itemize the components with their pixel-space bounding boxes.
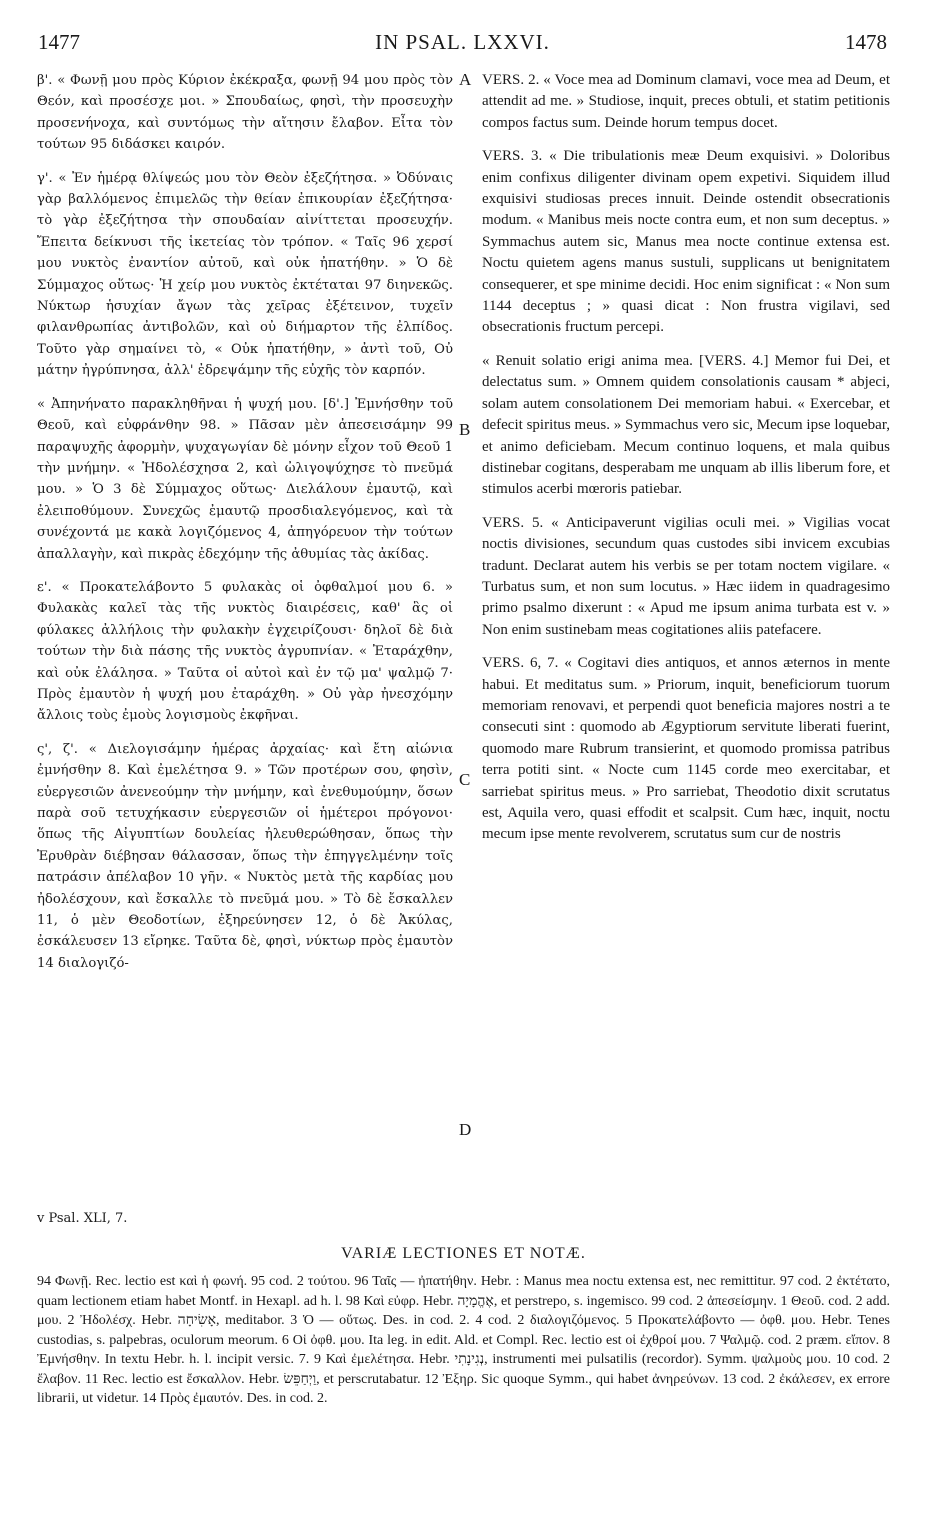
greek-paragraph: ε'. « Προκατελάβοντο 5 φυλακὰς οἱ ὀφθαλμοί μου 6. » Φυλακὰς καλεῖ τὰς τῆς νυκτὸς διαιρέσεις, καθ' ἃς οἱ φύλακες ἀλλήλοις τὴν φυλακὴν ἐγχειρίζουσι· δηλοῖ δὲ διὰ τούτων τὴν διὰ πάσης τῆς νυκτὸς ἀγρυπνίαν. « Ἐταράχθην, καὶ οὐκ ἐλάλησα. » Ταῦτα οἱ αὐτοὶ καὶ ἐν τῷ μα' ψαλμῷ 7· Πρὸς ἐμαυτὸν ἡ ψυχή μου ἐταράχθη. » Οὐ γὰρ ἠνεσχόμην ἄλλοις τοὺς ἐμοὺς λογισμοὺς ἐκφῆναι. (37, 579, 453, 724)
latin-paragraph: « Renuit solatio erigi anima mea. [VERS. 4.] Memor fui Dei, et delectatus sum. » Omnem quidem consolationis causam * abjeci, solam autem consolationem Dei memoriam habui. « Exercebar, et defecit spiritus meus. » Symmachus vero sic, Mecum ipse loquebar, et animo deficiebam. Mecum continuo loquens, et mala quibus distinebar cogitans, desperabam me unquam ab illis liberum fore, et stimulos acerbi mœroris patiebar. (482, 352, 890, 498)
margin-letter-c: C (459, 770, 471, 789)
latin-paragraph: VERS. 2. « Voce mea ad Dominum clamavi, voce mea ad Deum, et attendit ad me. » Studiose, inquit, preces obtuli, et statim petitionis compos factus sum. Deinde horum tempus docet. (482, 72, 890, 131)
margin-letter-d: D (459, 1120, 472, 1139)
latin-column (482, 70, 890, 846)
latin-paragraph: VERS. 3. « Die tribulationis meæ Deum exquisivi. » Doloribus enim confixus diligenter divinam opem expetivi. Siquidem illud exquisivi studiosas preces innuit. Deinde ostendit obsecrationis modum. « Manibus meis nocte contra eum, et non sum deceptus. » Symmachus autem sic, Manus mea nocte continue extensa est. Noctu quietem agens manus sustuli, supplicans ut benignitatem consequerer, et spe minime decidi. Hoc enim significat : « Non sum 1144 deceptus ; » quasi dicat : Non frustra vigilavi, sed obsecrationis fructum percepi. (482, 148, 890, 336)
running-header (38, 30, 887, 58)
running-title: IN PSAL. LXXVI. (375, 30, 550, 54)
latin-paragraph: VERS. 5. « Anticipaverunt vigilias oculi mei. » Vigilias vocat noctis divisiones, secundum quas custodes sibi invicem excubias tradunt. Declarat autem his verbis se per totam noctem vigilare. « Turbatus sum, et non sum locutus. » Hæc iidem in quadragesimo primo psalmo dixerunt : « Apud me ipsum anima turbata est v. » Non enim sustinebam meas cogitationes aliis patefacere. (482, 514, 890, 638)
margin-letter-b: B (459, 420, 471, 439)
greek-paragraph: β'. « Φωνῇ μου πρὸς Κύριον ἐκέκραξα, φωνῇ 94 μου πρὸς τὸν Θεόν, καὶ προσέσχε μοι. » Σπουδαίως, φησὶ, τὴν προσευχὴν προσενήνοχα, καὶ συντόμως τὴν αἴτησιν ἔλαβον. Εἶτα τὸν τούτων 95 διδάσκει καιρόν. (37, 73, 453, 153)
footnote: v Psal. XLI, 7. (37, 1211, 128, 1226)
page-number-right: 1478 (845, 30, 887, 54)
margin-letter-a: A (459, 70, 472, 89)
greek-paragraph: ς', ζ'. « Διελογισάμην ἡμέρας ἀρχαίας· καὶ ἔτη αἰώνια ἐμνήσθην 8. Καὶ ἐμελέτησα 9. » Τῶν προτέρων σου, φησὶν, εὐεργεσιῶν ἀνενεούμην τὴν μνήμην, καὶ ἐνεθυμούμην, ὅσων παρὰ σοῦ τετυχήκασιν εὐεργεσιῶν οἱ ἡμέτεροι πρόγονοι· ὅπως τῆς Αἰγυπτίων δουλείας ἠλευθερώθησαν, ὅπως τὴν Ἐρυθρὰν διέβησαν θάλασσαν, ὅπως τὴν ἐπηγγελμένην τοῖς πατράσιν ἀπέλαβον 10 γῆν. « Νυκτὸς μετὰ τῆς καρδίας μου ἠδολέσχουν, καὶ ἔσκαλλε τὸ πνεῦμά μου. » Τὸ δὲ ἔσκαλλεν 11, ὁ μὲν Θεοδοτίων, ἐξηρεύνησεν 12, ὁ δὲ Ἀκύλας, ἐσκάλευσεν 13 εἴρηκε. Ταῦτα δὲ, φησὶ, νύκτωρ πρὸς ἐμαυτὸν 14 διαλογιζό- (37, 741, 453, 971)
greek-column (37, 70, 453, 974)
variae-lectiones-notes: 94 Φωνῇ. Rec. lectio est καὶ ἡ φωνή. 95 cod. 2 τούτου. 96 Ταῖς — ἠπατήθην. Hebr. : Manus mea noctu extensa est, nec remittitur. 97 cod. 2 ἐκτέτατο, quam lectionem etiam habet Montf. in Hexapl. ad h. l. 98 Καὶ εὐφρ. Hebr. אֶהֱמָיָה, et perstrepo, s. ingemisco. 99 cod. 2 ἀπεσείσμην. 1 Θεοῦ. cod. 2 add. μου. 2 Ἠδολέσχ. Hebr. אָשִׂיחָה, meditabor. 3 Ὁ — οὕτως. Des. in cod. 2. 4 cod. 2 διαλογιζόμενος. 5 Προκατελάβοντο — ὀφθ. μου. Hebr. Tenes custodias, s. palpebras, oculorum meorum. 6 Οἱ ὀφθ. μου. Ita leg. in edit. Ald. et Compl. Rec. lectio est οἱ ἐχθροί μου. 7 Ψαλμῷ. cod. 2 præm. εἴπον. 8 Ἐμνήσθην. In textu Hebr. h. l. incipit versic. 7. 9 Καὶ ἐμελέτησα. Hebr. נְגִינָתִי, instrumenti mei pulsatilis (recordor). Symm. ψαλμοὺς μου. 10 cod. 2 ἔλαβον. 11 Rec. lectio est ἔσκαλλον. Hebr. וַיְחַפֵּשׂ, et perscrutabatur. 12 Ἐξηρ. Sic quoque Symm., qui habet ἀνηρεύνων. 13 cod. 2 ἐκάλεσεν, ex errore librarii, ut videtur. 14 Πρὸς ἐμαυτόν. Des. in cod. 2. (37, 1274, 890, 1406)
page-number-left: 1477 (38, 30, 80, 54)
latin-paragraph: VERS. 6, 7. « Cogitavi dies antiquos, et annos æternos in mente habui. Et meditatus sum. » Priorum, inquit, beneficiorum tuorum memoriam renovavi, et perpendi quot beneficia majores nostri a te consecuti sint : quomodo ab Ægyptiorum servitute liberati fuerint, quomodo mare Rubrum transierint, et quomodo promissa patribus terra potiti sint. « Nocte cum 1145 corde meo exercitabar, et sarriebat spiritus meus. » Pro sarriebat, Theodotio dixit scrutatus est, Aquila vero, quasi effodit et scalpsit. Cum hæc, inquit, noctu mecum ipse mente revolverem, scrutatus sum cur de nostris (482, 655, 890, 843)
greek-paragraph: « Ἀπηνήνατο παρακληθῆναι ἡ ψυχή μου. [δ'.] Ἐμνήσθην τοῦ Θεοῦ, καὶ εὐφράνθην 98. » Πᾶσαν μὲν ἀπεσεισάμην 99 παραψυχῆς ἀφορμὴν, ψυχαγωγίαν δὲ μόνην εἶχον τοῦ Θεοῦ 1 τὴν μνήμην. « Ἠδολέσχησα 2, καὶ ὠλιγοψύχησε τὸ πνεῦμά μου. » Ὁ 3 δὲ Σύμμαχος οὕτως· Διελάλουν ἐμαυτῷ, καὶ ἐλειποθύμουν. Συνεχῶς ἐμαυτῷ προσδιαλεγόμενος, καὶ τὰ συνέχοντά με κακὰ λογιζόμενος 4, ἀπηγόρευον τὴν τούτων ἀπαλλαγὴν, καὶ πικρὰς ἐδεχόμην τῆς ἀθυμίας τὰς ἀκίδας. (37, 396, 453, 562)
variae-lectiones-title: VARIÆ LECTIONES ET NOTÆ. (341, 1245, 586, 1262)
greek-paragraph: γ'. « Ἐν ἡμέρᾳ θλίψεώς μου τὸν Θεὸν ἐξεζήτησα. » Ὀδύναις γὰρ βαλλόμενος ἐπιμελῶς τὴν θείαν ἐπικουρίαν ἐξεζήτησα· τὸ γὰρ ἐξεζήτησα τὴν σπουδαίαν αἰνίττεται προσευχήν. Ἔπειτα δείκνυσι τῆς ἱκετείας τὸν τρόπον. « Ταῖς 96 χερσί μου νυκτὸς ἐναντίον αὐτοῦ, καὶ οὐκ ἠπατήθην. » Ὁ δὲ Σύμμαχος οὕτως· Ἡ χείρ μου νυκτὸς ἐκτέταται 97 διηνεκῶς. Νύκτωρ ἡσυχίαν ἄγων τὰς χεῖρας ἐξέτεινον, τυχεῖν φιλανθρωπίας ἀντιβολῶν, καὶ οὐ διήμαρτον τῆς ἐλπίδος. Τοῦτο γὰρ σημαίνει τὸ, « Οὐκ ἠπατήθην, » ἀντὶ τοῦ, Οὐ μάτην ἠγρύπνησα, ἀλλ' ἐδρεψάμην τῆς εὐχῆς τὸν καρπόν. (37, 170, 453, 379)
